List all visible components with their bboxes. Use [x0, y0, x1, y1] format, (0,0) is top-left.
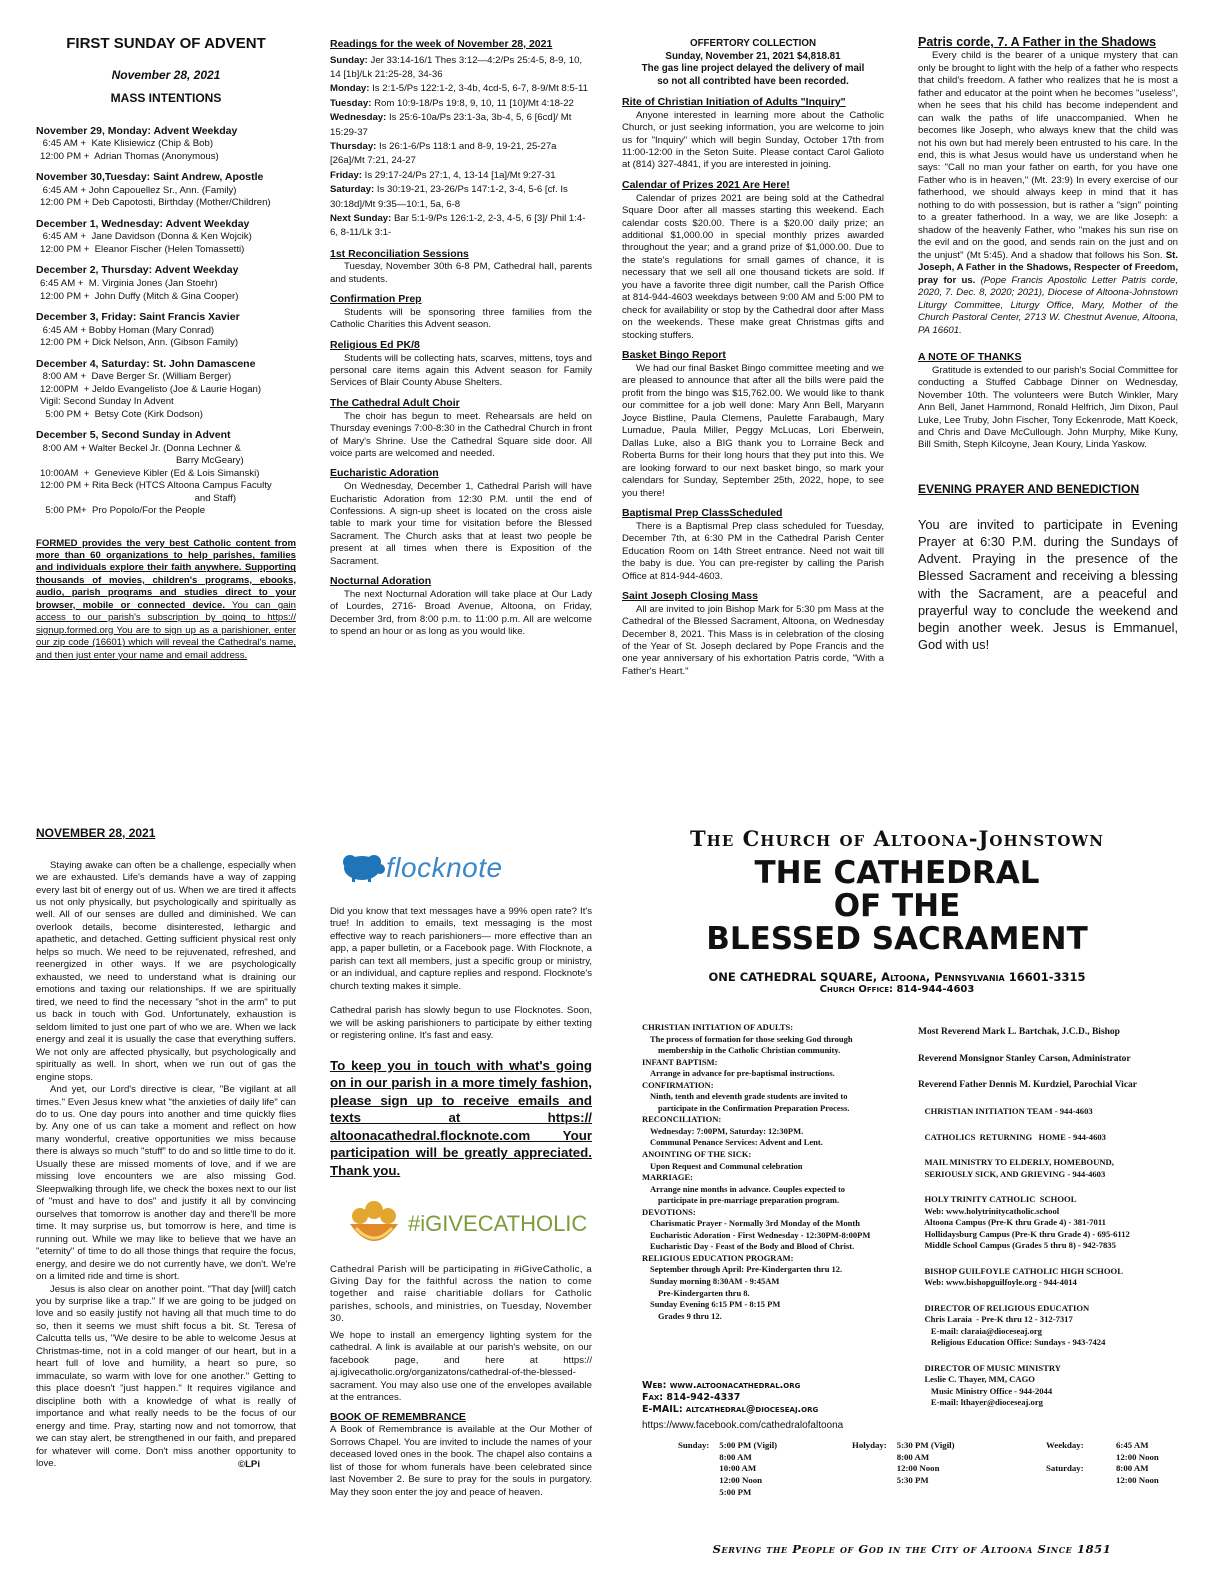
staff-entry: [918, 1266, 1182, 1289]
mass-intention: 5:00 PM+ Pro Popolo/For the People: [40, 505, 206, 517]
staff-line: DIRECTOR OF RELIGIOUS EDUCATION: [918, 1302, 1090, 1313]
reflection-column: [36, 826, 296, 1471]
sacrament-line: participate in the Confirmation Preparation Process.: [658, 1102, 850, 1113]
reading-entry: [330, 140, 592, 169]
mass-intentions-list: [36, 125, 296, 518]
staff-entry: [918, 1026, 1182, 1039]
section-title: Rite of Christian Initiation of Adults "Inquiry": [622, 95, 846, 108]
sacrament-line: RECONCILIATION:: [642, 1114, 722, 1125]
section-title: Saint Joseph Closing Mass: [622, 589, 758, 602]
mass-intention: 12:00 PM + Eleanor Fischer (Helen Tomassetti): [40, 243, 245, 255]
reading-citations: Is 29:17-24/Ps 27:1, 4, 13-14 [1a]/Mt 9:27-31: [362, 169, 556, 181]
sacrament-line: membership in the Catholic Christian community.: [658, 1045, 841, 1056]
section-title: The Cathedral Adult Choir: [330, 396, 460, 409]
mass-day-heading: December 5, Second Sunday in Advent: [36, 429, 231, 442]
reading-day: Sunday:: [330, 54, 368, 66]
staff-line: Reverend Monsignor Stanley Carson, Administrator: [918, 1053, 1131, 1064]
sacrament-line: Wednesday: 7:00PM, Saturday: 12:30PM.: [650, 1125, 804, 1136]
staff-line: Most Reverend Mark L. Bartchak, J.C.D., Bishop: [918, 1027, 1120, 1037]
staff-line: Music Ministry Office - 944-2044: [918, 1385, 1053, 1396]
staff-entry: [918, 1132, 1182, 1144]
offertory-line: OFFERTORY COLLECTION: [689, 38, 817, 49]
staff-line: Chris Laraia - Pre-K thru 12 - 312-7317: [918, 1314, 1073, 1325]
sacrament-line: CONFIRMATION:: [642, 1079, 714, 1090]
evening-prayer-title: EVENING PRAYER AND BENEDICTION: [918, 481, 1140, 496]
staff-line: Hollidaysburg Campus (Pre-K thru Grade 4) - 695-6112: [918, 1228, 1130, 1239]
section-body: The next Nocturnal Adoration will take place at Our Lady of Lourdes, 2716- Broad Avenue, Altoona, on Friday, December 3rd, from 8:00 p.m. to 11:00 p.m. All are welcome to spend an hour or as long as you would like.: [330, 589, 592, 638]
mass-intention: 6:45 AM + Kate Klisiewicz (Chip & Bob): [40, 138, 214, 150]
offertory-line: Sunday, November 21, 2021 $4,818.81: [665, 50, 841, 62]
staff-line: Middle School Campus (Grades 5 thru 8) - 942-7835: [918, 1240, 1116, 1251]
saturday-times: [1116, 1463, 1159, 1486]
reading-citations: Bar 5:1-9/Ps 126:1-2, 2-3, 4-5, 6 [3]/ Phil 1:4-6, 8-11/Lk 3:1-: [330, 212, 586, 239]
reading-day: Tuesday:: [330, 97, 372, 109]
mass-time: 12:00 Noon: [896, 1463, 940, 1474]
sacrament-line: Communal Penance Services: Advent and Lent.: [650, 1137, 823, 1148]
sacrament-line: RELIGIOUS EDUCATION PROGRAM:: [642, 1252, 794, 1263]
cathedral-line-1: THE CATHEDRAL: [754, 855, 1040, 891]
section-body: Students will be sponsoring three families from the Catholic Charities this Advent season.: [330, 306, 592, 331]
mass-intention: 12:00 PM + Dick Nelson, Ann. (Gibson Family): [40, 337, 239, 349]
giving-bowl-icon: [346, 1198, 402, 1252]
sacrament-line: Eucharistic Day - Feast of the Body and Blood of Christ.: [650, 1241, 855, 1252]
reading-citations: Is 25:6-10a/Ps 23:1-3a, 3b-4, 5, 6 [6cd]/ Mt 15:29-37: [330, 112, 572, 138]
staff-line: BISHOP GUILFOYLE CATHOLIC HIGH SCHOOL: [918, 1265, 1123, 1276]
mass-intentions-column: [36, 34, 296, 662]
igivecatholic-wordmark: #iGIVECATHOLIC: [408, 1211, 588, 1237]
diocese-name: The Church of Altoona-Johnstown: [690, 826, 1104, 851]
flocknote-status: Cathedral parish has slowly begun to use Flocknotes. Soon, we will be asking parishioners to participate by either texting or registering online. It's fast and easy.: [330, 1005, 592, 1042]
reading-entry: [330, 54, 592, 83]
section-body: Tuesday, November 30th 6-8 PM, Cathedral hall, parents and students.: [330, 261, 592, 285]
mass-day-heading: December 4, Saturday: St. John Damascene: [36, 357, 256, 370]
staff-line: E-mail: lthayer@dioceseaj.org: [918, 1397, 1043, 1408]
mass-intention: 10:00AM + Genevieve Kibler (Ed & Lois Simanski): [40, 467, 260, 479]
lpi-credit: ©LPi: [238, 1458, 260, 1470]
weekday-label: Weekday:: [1046, 1440, 1084, 1450]
readings-column: [330, 38, 592, 639]
sacrament-line: Upon Request and Communal celebration: [650, 1160, 803, 1171]
sacrament-line: Sunday Evening 6:15 PM - 8:15 PM: [650, 1299, 781, 1310]
mass-intention: 8:00 AM + Walter Beckel Jr. (Donna Lechner &: [40, 442, 241, 454]
reading-citations: Rom 10:9-18/Ps 19:8, 9, 10, 11 [10]/Mt 4:18-22: [371, 97, 574, 109]
offertory-line: so not all contribted have been recorded.: [657, 76, 849, 88]
readings-list: [330, 54, 592, 241]
mass-intention: 12:00 PM + Deb Capotosti, Birthday (Mother/Children): [40, 197, 271, 209]
mass-intention: Vigil: Second Sunday In Advent: [40, 396, 174, 408]
patris-citation: (Pope Francis Apostolic Letter Patris corde, 2020, 7. Dec. 8, 2020; 2021), Diocese of Altoona-Johnstown Liturgy Committee, Liturgy Office, Mary, Mother of the Church Pastoral Center, 2713 W. Chestnut Avenue, Altoona, PA 16601.: [918, 274, 1179, 336]
section-body: Calendar of prizes 2021 are being sold at the Cathedral Square Door after all masses starting this weekend. Each calendar costs $20.00. There is a $20.00 daily prize; an additional $1,000.00 in special monthly prizes awarded throughout the year; and a grand prize of $1,000.00. Due to the state's regulations for small games of chance, it is necessary that we sell all one thousand tickets are sold. If you have a favorite three digit number, call the Parish Office at 814-944-4603 weekdays between 9:00 AM and 5:00 PM to check for availability or stop by the Cathedral door after Mass on the weekends. These make great Christmas gifts and stocking stuffers.: [622, 192, 884, 341]
thanks-text: Gratitude is extended to our parish's Social Committee for conducting a Stuffed Cabbage Dinner on Wednesday, November 10th. The volunteers were Butch Winkler, Mary Ann Bell, Janet Hammond, Ronald Helfrich, Jim Dixon, Paul Luke, Lee Truby, John Fischer, Tony Eckenrode, Matt Koeck, and Chris and Dave McCullough. John Murphy, Mike Kuny, Bill Smith, Steph Kilcoyne, Jean Koury, Linda Yaskow.: [918, 364, 1178, 451]
mass-intention: 6:45 AM + Jane Davidson (Donna & Ken Wojcik): [40, 231, 252, 243]
staff-entry: [918, 1053, 1182, 1066]
mass-time: 8:00 AM: [719, 1451, 752, 1462]
cathedral-line-2: OF THE: [833, 888, 961, 925]
parish-news: [622, 96, 884, 678]
sacrament-line: September through April: Pre-Kindergarten thru 12.: [650, 1264, 843, 1275]
sacrament-line: Arrange in advance for pre-baptismal instructions.: [650, 1068, 835, 1079]
reading-citations: Is 2:1-5/Ps 122:1-2, 3-4b, 4cd-5, 6-7, 8-9/Mt 8:5-11: [369, 83, 588, 95]
patris-prayer: St. Joseph, A Father in the Shadows, Respecter of Freedom, pray for us.: [918, 249, 1178, 286]
patris-body: Every child is the bearer of a unique mystery that can only be brought to light with the help of a father who respects that child's freedom. A father who realizes that he is most a father and educator at the point when he becomes "useless", when he sees that his child has become independent and can walk the paths of life unaccompanied. When he becomes like Joseph, who always knew that the child was not his own but had merely been entrusted to his care. In the end, this is what Jesus would have us understand when he says: "Call no man your father on earth, for you have one Father who is in heaven," (Mt. 23:9) In every exercise of our fatherhood, we should always keep in mind that it has nothing to do with possession, but is rather a "sign" pointing to a greater fatherhood. In a way, we are like Joseph: a shadow of the heavenly Father, who "makes his sun rise on the evil and on the good, and sends rain on the just and on the unjust" (Mt 5:45). And a shadow that follows his Son.: [918, 50, 1178, 261]
staff-line: CHRISTIAN INITIATION TEAM - 944-4603: [918, 1106, 1093, 1117]
section-body: Students will be collecting hats, scarves, mittens, toys and personal care items again this Advent season for Family Services of Blair County Abuse Shelters.: [330, 352, 592, 389]
staff-line: MAIL MINISTRY TO ELDERLY, HOMEBOUND,: [918, 1157, 1114, 1168]
offertory-line: The gas line project delayed the delivery of mail: [641, 63, 865, 75]
reading-day: Wednesday:: [330, 112, 387, 124]
cathedral-line-3: BLESSED SACRAMENT: [706, 921, 1088, 958]
patris-corde-title: Patris corde, 7. A Father in the Shadows: [918, 35, 1157, 49]
sacrament-line: Ninth, tenth and eleventh grade students are invited to: [650, 1091, 848, 1102]
staff-line: Reverend Father Dennis M. Kurdziel, Parochial Vicar: [918, 1080, 1138, 1091]
facebook-link[interactable]: https://www.facebook.com/cathedralofaltoona: [642, 1420, 844, 1431]
holyday-label: Holyday:: [852, 1440, 887, 1450]
mass-intention: and Staff): [40, 492, 237, 504]
patris-corde-text: [918, 50, 1178, 337]
sacrament-line: ANOINTING OF THE SICK:: [642, 1149, 752, 1160]
sacrament-line: DEVOTIONS:: [642, 1206, 696, 1217]
mass-day-heading: December 1, Wednesday: Advent Weekday: [36, 217, 250, 230]
sacrament-line: Arrange nine months in advance. Couples expected to: [650, 1183, 846, 1194]
contact-info: [642, 1380, 942, 1416]
staff-line: Web: www.bishopguilfoyle.org - 944-4014: [918, 1277, 1077, 1288]
offertory-collection: [622, 38, 884, 89]
sacrament-line: Pre-Kindergarten thru 8.: [658, 1287, 750, 1298]
offertory-column: [622, 38, 884, 678]
staff-entry: [918, 1106, 1182, 1118]
reading-day: Next Sunday:: [330, 212, 392, 224]
mass-intention: 6:45 AM + Bobby Homan (Mary Conrad): [40, 324, 215, 336]
section-title: Confirmation Prep: [330, 293, 422, 306]
reading-entry: [330, 111, 592, 140]
bulletin-title: FIRST SUNDAY OF ADVENT: [66, 35, 266, 52]
website-link[interactable]: Web: www.altoonacathedral.org: [642, 1380, 801, 1391]
reading-citations: Jer 33:14-16/1 Thes 3:12—4:2/Ps 25:4-5, 8-9, 10, 14 [1b]/Lk 21:25-28, 34-36: [330, 54, 583, 81]
holyday-schedule: [852, 1440, 955, 1487]
staff-line: E-mail: claraia@dioceseaj.org: [918, 1325, 1042, 1336]
clergy-staff-list: [918, 1026, 1182, 1423]
reading-day: Saturday:: [330, 184, 375, 196]
mass-time: 8:00 AM: [896, 1451, 930, 1462]
section-title: Religious Ed PK/8: [330, 338, 420, 351]
saturday-label: Saturday:: [1046, 1463, 1084, 1474]
church-office-phone: Church Office: 814-944-4603: [819, 984, 975, 996]
flocknote-logo: [340, 848, 592, 888]
book-remembrance-text: A Book of Remembrance is available at the Our Mother of Sorrows Chapel. You are invited to include the names of your deceased loved ones in the book. The chapel also contains a list of those for whom funerals have been celebrated since last November 2. Be sure to pray for the souls in purgatory. May they soon enter the joy and peace of heaven.: [330, 1424, 592, 1498]
staff-line: Leslie C. Thayer, MM, CAGO: [918, 1374, 1035, 1385]
section-body: On Wednesday, December 1, Cathedral Parish will have Eucharistic Adoration from 12:30 P.M. until the end of Confessions. A sign-up sheet is located on the cross aisle table to mark your time for visitation before the Blessed Sacrament. The Church asks that at least two people be present at all times when there is Exposition of the Sacrament.: [330, 481, 592, 567]
mass-intention: Barry McGeary): [40, 455, 244, 467]
holyday-times: [897, 1440, 955, 1487]
mass-time: 6:45 AM: [1116, 1440, 1149, 1450]
mass-intention: 6:45 AM + M. Virginia Jones (Jan Stoehr): [40, 278, 218, 290]
sacrament-line: CHRISTIAN INITIATION OF ADULTS:: [642, 1022, 794, 1032]
mass-time: 5:30 PM: [896, 1475, 929, 1486]
reading-entry: [330, 212, 592, 241]
weekday-times: [1116, 1440, 1159, 1463]
mass-intention: 6:45 AM + John Capouellez Sr., Ann. (Family): [40, 184, 237, 196]
flocknote-intro: Did you know that text messages have a 99% open rate? It's true! In addition to emails, text messaging is the most effective way to reach parishioners— more effective than an app, a paper bulletin, or a Facebook page. With Flocknote, a parish can text all members, just a specific group or ministry, or an individual, and capture replies and respond. Flocknote's church texting makes it simple.: [330, 906, 592, 992]
staff-entry: [918, 1194, 1182, 1252]
mass-time: 5:30 PM (Vigil): [896, 1440, 955, 1450]
staff-entry: [918, 1303, 1182, 1349]
section-title: Basket Bingo Report: [622, 349, 726, 362]
cathedral-address: ONE CATHEDRAL SQUARE, Altoona, Pennsylvania 16601-3315: [708, 970, 1086, 985]
section-title: Calendar of Prizes 2021 Are Here!: [622, 178, 790, 191]
thanks-title: A NOTE OF THANKS: [918, 351, 1022, 364]
sacrament-line: The process of formation for those seeking God through: [650, 1033, 853, 1044]
cathedral-name: [612, 857, 1182, 956]
email-link[interactable]: E-MAIL: altcathedral@dioceseaj.org: [642, 1403, 819, 1415]
mass-day-heading: December 2, Thursday: Advent Weekday: [36, 264, 239, 277]
mass-intention: 12:00PM + Jeldo Evangelisto (Joe & Laurie Hogan): [40, 383, 262, 395]
formed-bold-text: FORMED provides the very best Catholic content from more than 60 organizations to help parishes, families and individuals explore their faith anywhere. Supporting thousands of movies, children's programs, ebooks, audio, parish programs and studies direct to your browser, mobile or connected device.: [36, 537, 296, 611]
staff-line: SERIOUSLY SICK, AND GRIEVING - 944-4603: [918, 1168, 1106, 1179]
reading-citations: Is 26:1-6/Ps 118:1 and 8-9, 19-21, 25-27a [26a]/Mt 7:21, 24-27: [330, 140, 557, 167]
reading-entry: [330, 183, 592, 212]
mass-time: 5:00 PM (Vigil): [719, 1440, 778, 1450]
sacrament-line: Eucharistic Adoration - First Wednesday - 12:30PM-8:00PM: [650, 1229, 871, 1240]
reading-day: Friday:: [330, 169, 362, 181]
mass-day-heading: November 29, Monday: Advent Weekday: [36, 124, 238, 137]
mass-intention: 5:00 PM + Betsy Cote (Kirk Dodson): [40, 408, 203, 420]
staff-line: CATHOLICS RETURNING HOME - 944-4603: [918, 1131, 1106, 1142]
section-body: We had our final Basket Bingo committee meeting and we are pleased to announce that after all the bills were paid the profit from the bingo was $15,762.00. We would like to thank our committee for a job well done: Mary Ann Bell, Maryann Joyce Bistline, Paula Clemens, Paulette Farabaugh, Mary Lumadue, Paula Miller, Peggy McLucas, Lori Eberwein, Dallas Luke, also a BIG thank you to Lorraine Beck and Roberta Burns for their long hours that they put into this. We are looking forward to our next basket bingo, so mark your calendars for Sunday, September 25th, 2022, hope, to see you there!: [622, 362, 884, 499]
reflection-paragraph: And yet, our Lord's directive is clear, "Be vigilant at all times." Even Jesus knew what "the anxieties of daily life" can do to us. One day pours into another and time quickly flies by. Any one of us can take a moment and reflect on how many wonderful, creative opportunities we miss because there is always so much "stuff" to do and so little time to do it. Usually these are missed moments of love, and if we are missing love encounters we are also missing God. Sleepwalking through life, we check the boxes next to our list of "must and have to dos" and justify it all by convincing ourselves that tomorrow is another day and there'll be more time. It may surprise us, but tomorrow is here, and time is running out. While we may like to believe that we have an "eternity" of time to do all those things that require the focus, energy, and desire we do not currently have, we don't. We're on a limited ride and time is short.: [36, 1084, 296, 1283]
mass-time: 12:00 Noon: [1116, 1451, 1159, 1462]
mass-time: 12:00 Noon: [719, 1475, 763, 1486]
fax-number: Fax: 814-942-4337: [642, 1391, 741, 1403]
staff-line: Web: www.holytrinitycatholic.school: [918, 1205, 1060, 1216]
section-body: There is a Baptismal Prep class scheduled for Tuesday, December 7th, at 6:30 PM in the Cathedral Parish Center Education Room on 14th Street entrance. Need not wait till the baby is due. You can pre-register by calling the Parish Office at 814-944-4603.: [622, 520, 884, 582]
sacraments-list: [642, 1022, 900, 1322]
reading-day: Thursday:: [330, 140, 377, 152]
staff-line: DIRECTOR OF MUSIC MINISTRY: [918, 1362, 1061, 1373]
reflection-paragraph: Jesus is also clear on another point. "That day [will] catch you by surprise like a trap." If we are going to be judged on love and so easily justify not having all that much time to do so, then it seems we must shift focus a bit. St. Teresa of Calcutta tells us, "We desire to be able to welcome Jesus at Christmas-time, not in a cold manger of our heart, but in a heart full of love and humility, a heart so pure, so immaculate, so warm with love for one another." Getting to this place doesn't "just happen." It requires vigilance and discipline both with a knowledge of what is really of importance and what really needs to be the focus of our energy and time. Pray, starting now and not tomorrow, that we can stay alert, be strengthened in our faith, and prepared for whatever will come. Don't miss another opportunity to love.: [36, 1283, 296, 1470]
mass-time: 8:00 AM: [1116, 1463, 1149, 1474]
patris-corde-column: [918, 34, 1178, 654]
section-body: All are invited to join Bishop Mark for 5:30 pm Mass at the Cathedral of the Blessed Sacrament, Altoona, on Wednesday December 8, 2021. This Mass is in celebration of the closing of the Year of St. Joseph declared by Pope Francis and the one year anniversary of his exhortation Patris corde, "With a Father's Heart.": [622, 603, 884, 677]
mass-day-heading: November 30,Tuesday: Saint Andrew, Apostle: [36, 171, 264, 184]
mass-time: 10:00 AM: [719, 1463, 757, 1474]
reflection-title: NOVEMBER 28, 2021: [36, 826, 156, 840]
staff-line: Altoona Campus (Pre-K thru Grade 4) - 381-7011: [918, 1217, 1106, 1228]
sunday-schedule: [678, 1440, 777, 1498]
formed-normal-text: You can gain access to our parish's subscription by going to https:// signup.formed.org You are to sign up as a parishioner, enter our zip code (16601) which will reveal the Cathedral's name, and then just enter your name and email address.: [36, 599, 296, 661]
weekday-schedule: [1046, 1440, 1159, 1487]
reflection-text: [36, 860, 296, 1471]
flocknote-wordmark: flocknote: [386, 851, 503, 883]
reading-day: Monday:: [330, 83, 370, 95]
parish-motto: Serving the People of God in the City of Altoona Since 1851: [712, 1542, 1112, 1556]
section-body: Anyone interested in learning more about the Catholic Church, or just seeking information, you are welcome to join us for "Inquiry" which will begin Sunday, October 17th from 11:00-12:00 in the Seton Suite. Please contact Carol Galioto at (814) 327-4841, if you are interested in joining.: [622, 109, 884, 171]
section-body: The choir has begun to meet. Rehearsals are held on Thursday evenings 7:00-8:30 in the Cathedral Church in front of Mary's Shrine. Use the Cathedral Square side door. All voice parts are welcomed and needed.: [330, 410, 592, 459]
mass-intention: 12:00 PM + John Duffy (Mitch & Gina Cooper): [40, 290, 239, 302]
mass-intention: 8:00 AM + Dave Berger Sr. (William Berger): [40, 371, 232, 383]
sacrament-line: INFANT BAPTISM:: [642, 1056, 718, 1067]
bulletin-date: November 28, 2021: [111, 67, 221, 82]
parish-announcements: [330, 248, 592, 639]
sacrament-line: MARRIAGE:: [642, 1172, 693, 1183]
mass-day-heading: December 3, Friday: Saint Francis Xavier: [36, 311, 240, 323]
mass-intentions-heading: MASS INTENTIONS: [110, 91, 222, 106]
flocknote-column: [330, 840, 592, 1499]
sacrament-line: Charismatic Prayer - Normally 3rd Monday of the Month: [650, 1218, 860, 1229]
mass-time: 5:00 PM: [719, 1486, 752, 1497]
formed-notice: [36, 538, 296, 663]
sacrament-line: participate in pre-marriage preparation program.: [658, 1195, 840, 1206]
sacrament-line: Grades 9 thru 12.: [658, 1310, 722, 1321]
staff-line: HOLY TRINITY CATHOLIC SCHOOL: [918, 1194, 1077, 1205]
reading-entry: [330, 82, 592, 96]
cathedral-masthead: [612, 826, 1182, 995]
staff-entry: [918, 1363, 1182, 1409]
reading-citations: Is 30:19-21, 23-26/Ps 147:1-2, 3-4, 5-6 [cf. Is 30:18d]/Mt 9:35—10:1, 5a, 6-8: [330, 184, 568, 210]
mass-time: 12:00 Noon: [1116, 1475, 1159, 1486]
sunday-label: Sunday:: [678, 1440, 710, 1450]
sunday-times: [719, 1440, 777, 1498]
section-title: Baptismal Prep ClassScheduled: [622, 506, 783, 519]
staff-entry: [918, 1157, 1182, 1180]
reflection-paragraph: Staying awake can often be a challenge, especially when we are exhausted. Life's demands have a way of zapping every last bit of energy out of us. When we are tired it affects us not only physically, but psychologically and spiritually as well. All of our senses are dulled and diminished. We can overlook details, become disinterested, lethargic and apathetic, and detached. Getting sufficient physical rest only helps so much. We need to be rejuvenated, refreshed, and reenergized in other ways. If we are psychologically exhausted, we need to understand what is draining our emotions and taxing our relationships. If we are spiritually tired, we need to find the necessary "shot in the arm" to put us back in touch with God. Unfortunately, exhaustion is seldom limited to just one part of who we are. When we lack energy and zeal it is usually the case that everything suffers. We not only are affected physically, but psychologically and spiritually as well. In short, when we run out of gas the engine stops.: [36, 859, 296, 1083]
reading-entry: [330, 97, 592, 111]
book-remembrance-title: BOOK OF REMEMBRANCE: [330, 1410, 466, 1423]
reading-entry: [330, 169, 592, 183]
flocknote-sheep-icon: [340, 852, 386, 884]
flocknote-signup-link[interactable]: To keep you in touch with what's going on in our parish in a more timely fashion, please sign up to receive emails and texts at https:// altoonacathedral.flocknote.com Your participation will be greatly appreciated. Thank you.: [330, 1057, 592, 1178]
section-title: Nocturnal Adoration: [330, 575, 432, 588]
igive-lighting: We hope to install an emergency lighting system for the cathedral. A link is available at our parish's website, on our facebook page, and here at https:// aj.igivecatholic.org/organizatons/cathedral-of-the-blessed-sacrament. You may also use one of the envelopes available at the entrances.: [330, 1329, 592, 1404]
section-title: 1st Reconciliation Sessions: [330, 247, 469, 260]
readings-title: Readings for the week of November 28, 2021: [330, 38, 553, 50]
igive-intro: Cathedral Parish will be participating in #iGiveCatholic, a Giving Day for the faithful across the nation to come together and raise charitiable dollars for Catholic parishes, schools, and ministries, on Tuesday, November 30.: [330, 1263, 592, 1325]
staff-line: Religious Education Office: Sundays - 943-7424: [918, 1337, 1106, 1348]
sacrament-line: Sunday morning 8:30AM - 9:45AM: [650, 1276, 780, 1287]
section-title: Eucharistic Adoration: [330, 467, 439, 480]
igivecatholic-logo: [346, 1196, 592, 1254]
staff-entry: [918, 1079, 1182, 1092]
mass-intention: 12:00 PM + Rita Beck (HTCS Altoona Campus Faculty: [40, 480, 272, 492]
mass-intention: 12:00 PM + Adrian Thomas (Anonymous): [40, 150, 219, 162]
evening-prayer-text: You are invited to participate in Evening Prayer at 6:30 P.M. during the Sundays of Advent. Praying in the presence of the Blessed Sacrament and receiving a blessing with the Sacrament, are a peaceful and prayerful way to conclude the weekend and begin another week. Jesus is Emmanuel, God with us!: [918, 516, 1178, 653]
